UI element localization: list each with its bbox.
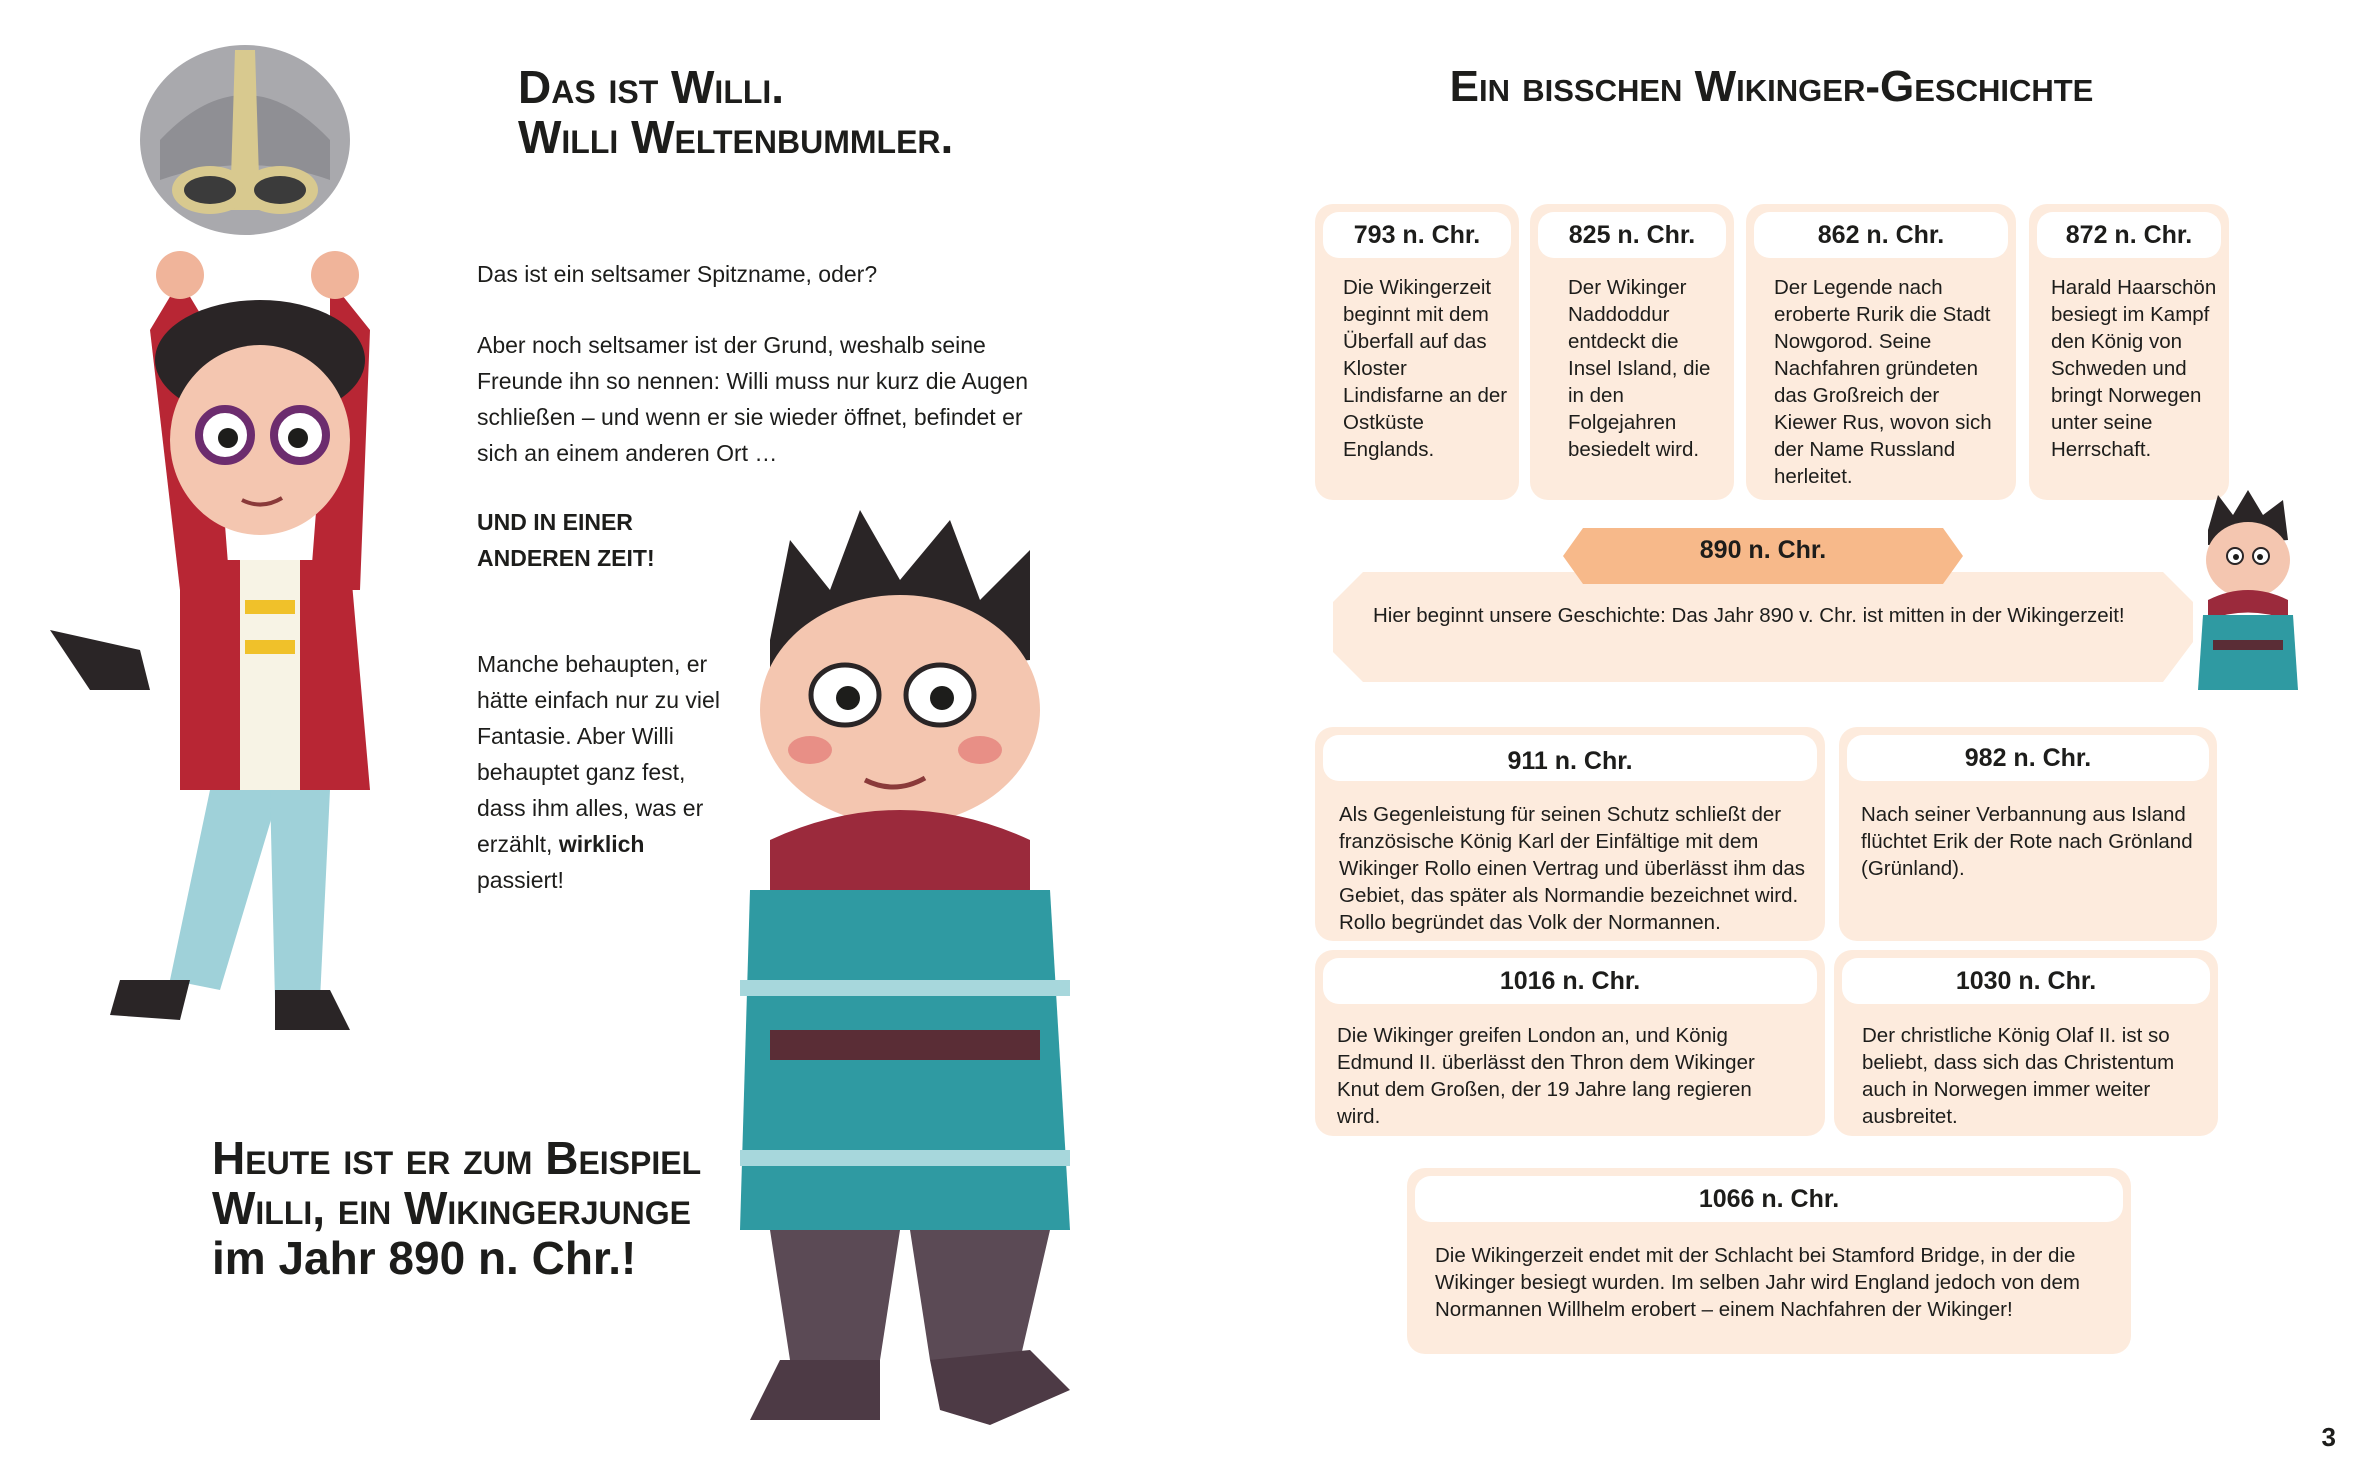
event-card-825 bbox=[1530, 204, 1734, 500]
paragraph-reason: Aber noch seltsamer ist der Grund, weshalb seine Freunde ihn so nennen: Willi muss nur kurz die Augen schließen – und wenn er sie wieder öffnet, befindet er sich an einem anderen Ort … bbox=[477, 332, 1029, 466]
intro-heading-line1: Das ist Willi. bbox=[518, 61, 785, 113]
event-text: Als Gegenleistung für seinen Schutz schließt der französische König Karl der Einfältige mit dem Wikinger Rollo einen Vertrag und überlässt ihm das Gebiet, das später als Normandie bezeichnet wird. Rollo begründet das Volk der Normannen. bbox=[1339, 803, 1806, 934]
paragraph-fantasy-bold: wirklich bbox=[558, 831, 645, 857]
example-heading-line1: Heute ist er zum Beispiel bbox=[212, 1132, 702, 1184]
highlight-text: Hier beginnt unsere Geschichte: Das Jahr 890 v. Chr. ist mitten in der Wikingerzeit! bbox=[1373, 604, 2125, 627]
page-number: 3 bbox=[2321, 1422, 2336, 1452]
event-card-1016 bbox=[1315, 950, 1825, 1136]
event-text: Der Wikinger Naddoddur entdeckt die Insel Island, die in den Folgejahren besiedelt wird. bbox=[1568, 276, 1711, 461]
paragraph-fantasy bbox=[477, 646, 737, 898]
paragraph-other-time: UND IN EINER ANDEREN ZEIT! bbox=[477, 509, 655, 571]
event-text: Der Legende nach eroberte Rurik die Stadt Nowgorod. Seine Nachfahren gründeten das Großreich der Kiewer Rus, wovon sich der Name Russland herleitet. bbox=[1774, 276, 1992, 488]
event-card-872 bbox=[2029, 204, 2229, 500]
event-card-1066 bbox=[1407, 1168, 2131, 1354]
event-year: 982 n. Chr. bbox=[1847, 735, 2209, 781]
event-card-862 bbox=[1746, 204, 2016, 500]
event-text: Die Wikingerzeit beginnt mit dem Überfall auf das Kloster Lindisfarne an der Ostküste Englands. bbox=[1343, 276, 1508, 461]
example-heading bbox=[212, 1133, 701, 1283]
intro-heading bbox=[518, 62, 953, 162]
timeline-title: Ein bisschen Wikinger-Geschichte bbox=[1449, 62, 2094, 111]
event-year: 1016 n. Chr. bbox=[1323, 958, 1817, 1004]
example-heading-line3: im Jahr 890 n. Chr.! bbox=[212, 1232, 637, 1284]
event-text: Nach seiner Verbannung aus Island flüchtet Erik der Rote nach Grönland (Grünland). bbox=[1861, 803, 2193, 880]
paragraph-fantasy-end: passiert! bbox=[477, 867, 564, 893]
willi-viking-illustration bbox=[730, 510, 1150, 1430]
event-card-793 bbox=[1315, 204, 1519, 500]
event-year: 825 n. Chr. bbox=[1538, 212, 1726, 258]
willi-small-illustration bbox=[2193, 490, 2303, 700]
paragraph-fantasy-start: Manche behaupten, er hätte einfach nur zu viel Fantasie. Aber Willi behauptet ganz fest, dass ihm alles, was er erzählt, bbox=[477, 651, 720, 857]
example-heading-line2: Willi, ein Wikingerjunge bbox=[212, 1182, 691, 1234]
event-year: 911 n. Chr. bbox=[1323, 735, 1817, 781]
willi-modern-illustration bbox=[30, 30, 450, 1080]
paragraph-nickname: Das ist ein seltsamer Spitzname, oder? bbox=[477, 261, 878, 287]
intro-heading-line2: Willi Weltenbummler. bbox=[518, 111, 954, 163]
event-year: 872 n. Chr. bbox=[2037, 212, 2221, 258]
event-card-911 bbox=[1315, 727, 1825, 941]
event-year: 1030 n. Chr. bbox=[1842, 958, 2210, 1004]
event-card-1030 bbox=[1834, 950, 2218, 1136]
event-text: Die Wikingerzeit endet mit der Schlacht bei Stamford Bridge, in der die Wikinger besiegt wurden. Im selben Jahr wird England jedoch von dem Normannen Willhelm erobert – einem Nachfahren der Wikinger! bbox=[1435, 1244, 2080, 1321]
event-text: Harald Haarschön besiegt im Kampf den König von Schweden und bringt Norwegen unter seine Herrschaft. bbox=[2051, 276, 2217, 461]
highlight-year: 890 n. Chr. bbox=[1699, 536, 1827, 564]
event-text: Der christliche König Olaf II. ist so beliebt, dass sich das Christentum auch in Norwegen immer weiter ausbreitet. bbox=[1862, 1024, 2175, 1128]
event-year: 862 n. Chr. bbox=[1754, 212, 2008, 258]
right-page bbox=[1181, 0, 2362, 1465]
event-year: 793 n. Chr. bbox=[1323, 212, 1511, 258]
event-text: Die Wikinger greifen London an, und König Edmund II. überlässt den Thron dem Wikinger Knut dem Großen, der 19 Jahre lang regieren wird. bbox=[1337, 1024, 1755, 1128]
event-year: 1066 n. Chr. bbox=[1415, 1176, 2123, 1222]
event-card-982 bbox=[1839, 727, 2217, 941]
